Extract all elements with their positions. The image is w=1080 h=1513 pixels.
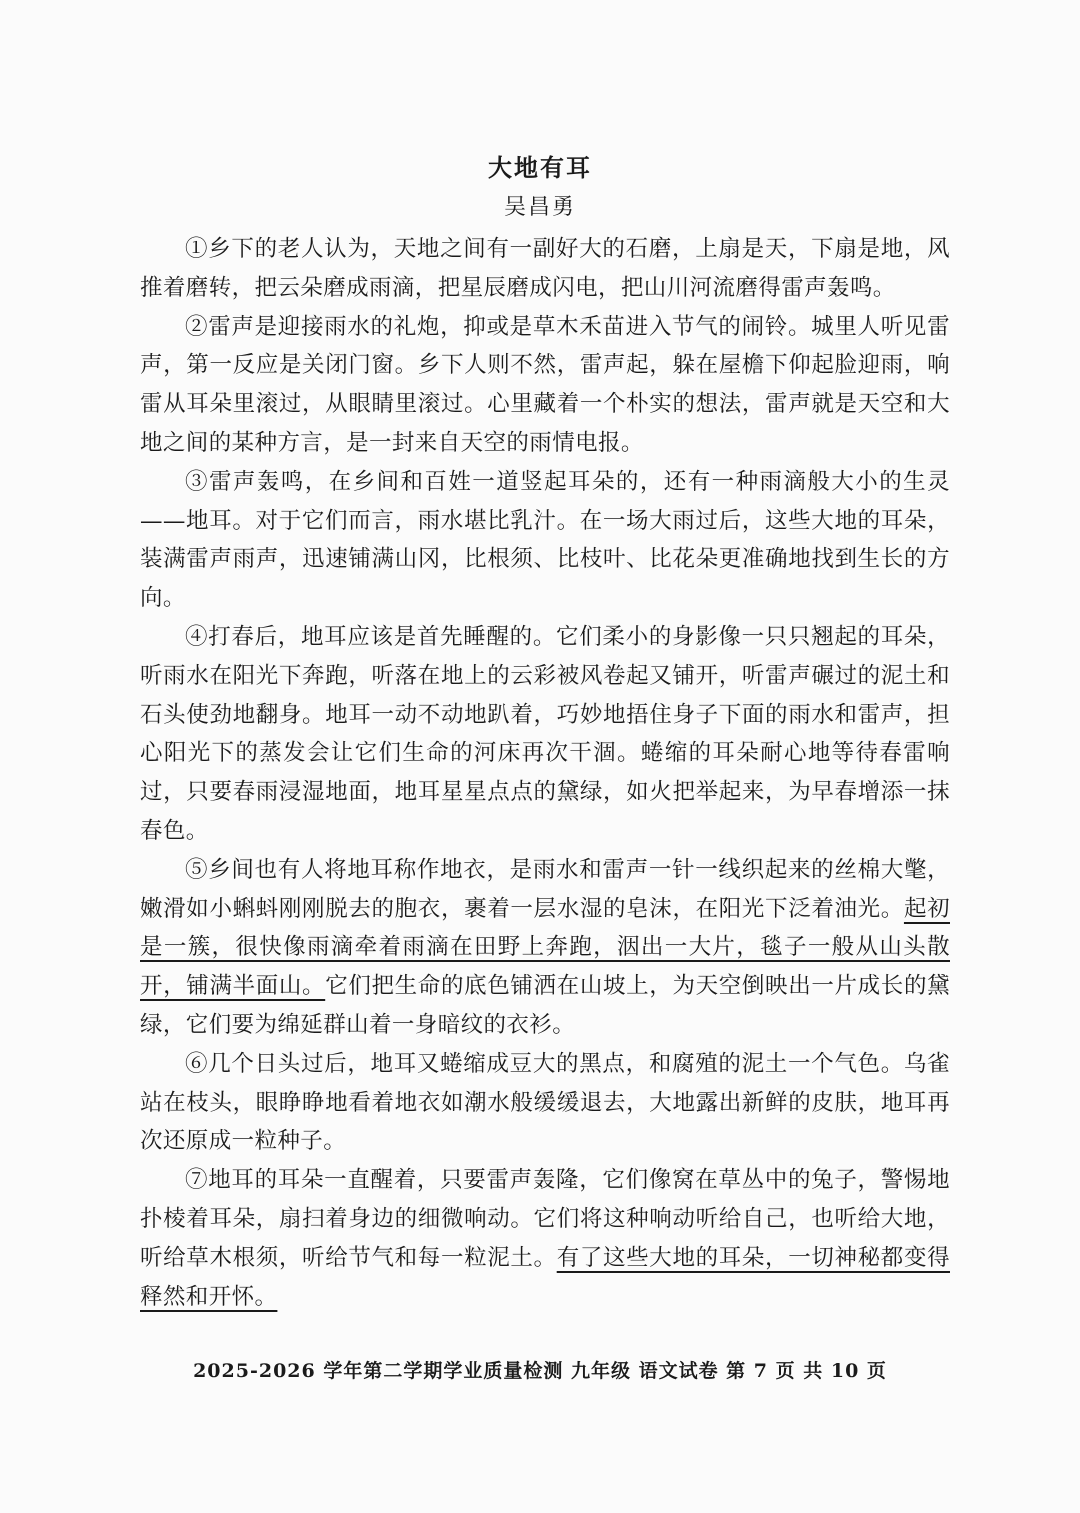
paragraph-text: 雷声是迎接雨水的礼炮，抑或是草木禾苗进入节气的闹铃。城里人听见雷声，第一反应是关闭门窗。乡下人则不然，雷声起，躲在屋檐下仰起脸迎雨，响雷从耳朵里滚过，从眼睛里滚过。心里藏着一个朴实的想法，雷声就是天空和大地之间的某种方言，是一封来自天空的雨情电报。	[140, 313, 950, 456]
paragraph-2	[140, 308, 950, 463]
paragraph-text: 地耳的耳朵一直醒着，只要雷声轰隆，它们像窝在草丛中的兔子，警惕地扑棱着耳朵，扇扫着身边的细微响动。它们将这种响动听给自己，也听给大地，听给草木根须，听给节气和每一粒泥土。	[140, 1167, 950, 1271]
paragraph-1	[140, 230, 950, 308]
paragraph-3	[140, 463, 950, 618]
paragraph-number: ⑤	[185, 856, 209, 883]
paragraph-6	[140, 1045, 950, 1161]
paragraph-text: 打春后，地耳应该是首先睡醒的。它们柔小的身影像一只只翘起的耳朵，听雨水在阳光下奔跑，听落在地上的云彩被风卷起又铺开，听雷声碾过的泥土和石头使劲地翻身。地耳一动不动地趴着，巧妙地捂住身子下面的雨水和雷声，担心阳光下的蒸发会让它们生命的河床再次干涸。蜷缩的耳朵耐心地等待春雷响过，只要春雨浸湿地面，地耳星星点点的黛绿，如火把举起来，为早春增添一抹春色。	[140, 623, 950, 844]
paragraph-text: 雷声轰鸣，在乡间和百姓一道竖起耳朵的，还有一种雨滴般大小的生灵——地耳。对于它们而言，雨水堪比乳汁。在一场大雨过后，这些大地的耳朵，装满雷声雨声，迅速铺满山冈，比根须、比枝叶、比花朵更准确地找到生长的方向。	[140, 468, 951, 612]
paragraph-number: ④	[185, 623, 209, 650]
paragraph-number: ②	[185, 313, 209, 340]
paragraph-7	[140, 1161, 950, 1316]
paragraph-5	[140, 851, 950, 1045]
paragraph-number: ③	[185, 468, 209, 495]
paragraph-4	[140, 618, 950, 851]
article-title: 大地有耳	[488, 153, 592, 182]
article-author: 吴昌勇	[503, 195, 576, 220]
paragraph-text: 乡间也有人将地耳称作地衣，是雨水和雷声一针一线织起来的丝棉大氅，嫩滑如小蝌蚪刚刚脱去的胞衣，裹着一层水湿的皂沫，在阳光下泛着油光。	[140, 856, 950, 922]
underlined-sentence: 起初是一簇，很快像雨滴牵着雨滴在田野上奔跑，洇出一大片，毯子一般从山头散开，铺满半面山。	[140, 895, 950, 1000]
paragraph-text-rest: 它们把生命的底色铺洒在山坡上，为天空倒映出一片成长的黛绿，它们要为绵延群山着一身暗纹的衣衫。	[140, 973, 950, 1038]
paragraph-text: 乡下的老人认为，天地之间有一副好大的石磨，上扇是天，下扇是地，风推着磨转，把云朵磨成雨滴，把星辰磨成闪电，把山川河流磨得雷声轰鸣。	[140, 236, 950, 301]
page-footer: 2025-2026 学年第二学期学业质量检测 九年级 语文试卷 第 7 页 共 10 页	[193, 1360, 887, 1382]
paragraph-number: ①	[185, 236, 209, 262]
paragraph-text: 几个日头过后，地耳又蜷缩成豆大的黑点，和腐殖的泥土一个气色。乌雀站在枝头，眼睁睁地看着地衣如潮水般缓缓退去，大地露出新鲜的皮肤，地耳再次还原成一粒种子。	[140, 1050, 950, 1155]
article-body	[140, 230, 950, 1316]
paragraph-number: ⑥	[185, 1050, 209, 1077]
underlined-sentence: 有了这些大地的耳朵，一切神秘都变得释然和开怀。	[140, 1244, 950, 1310]
paragraph-number: ⑦	[185, 1167, 209, 1194]
